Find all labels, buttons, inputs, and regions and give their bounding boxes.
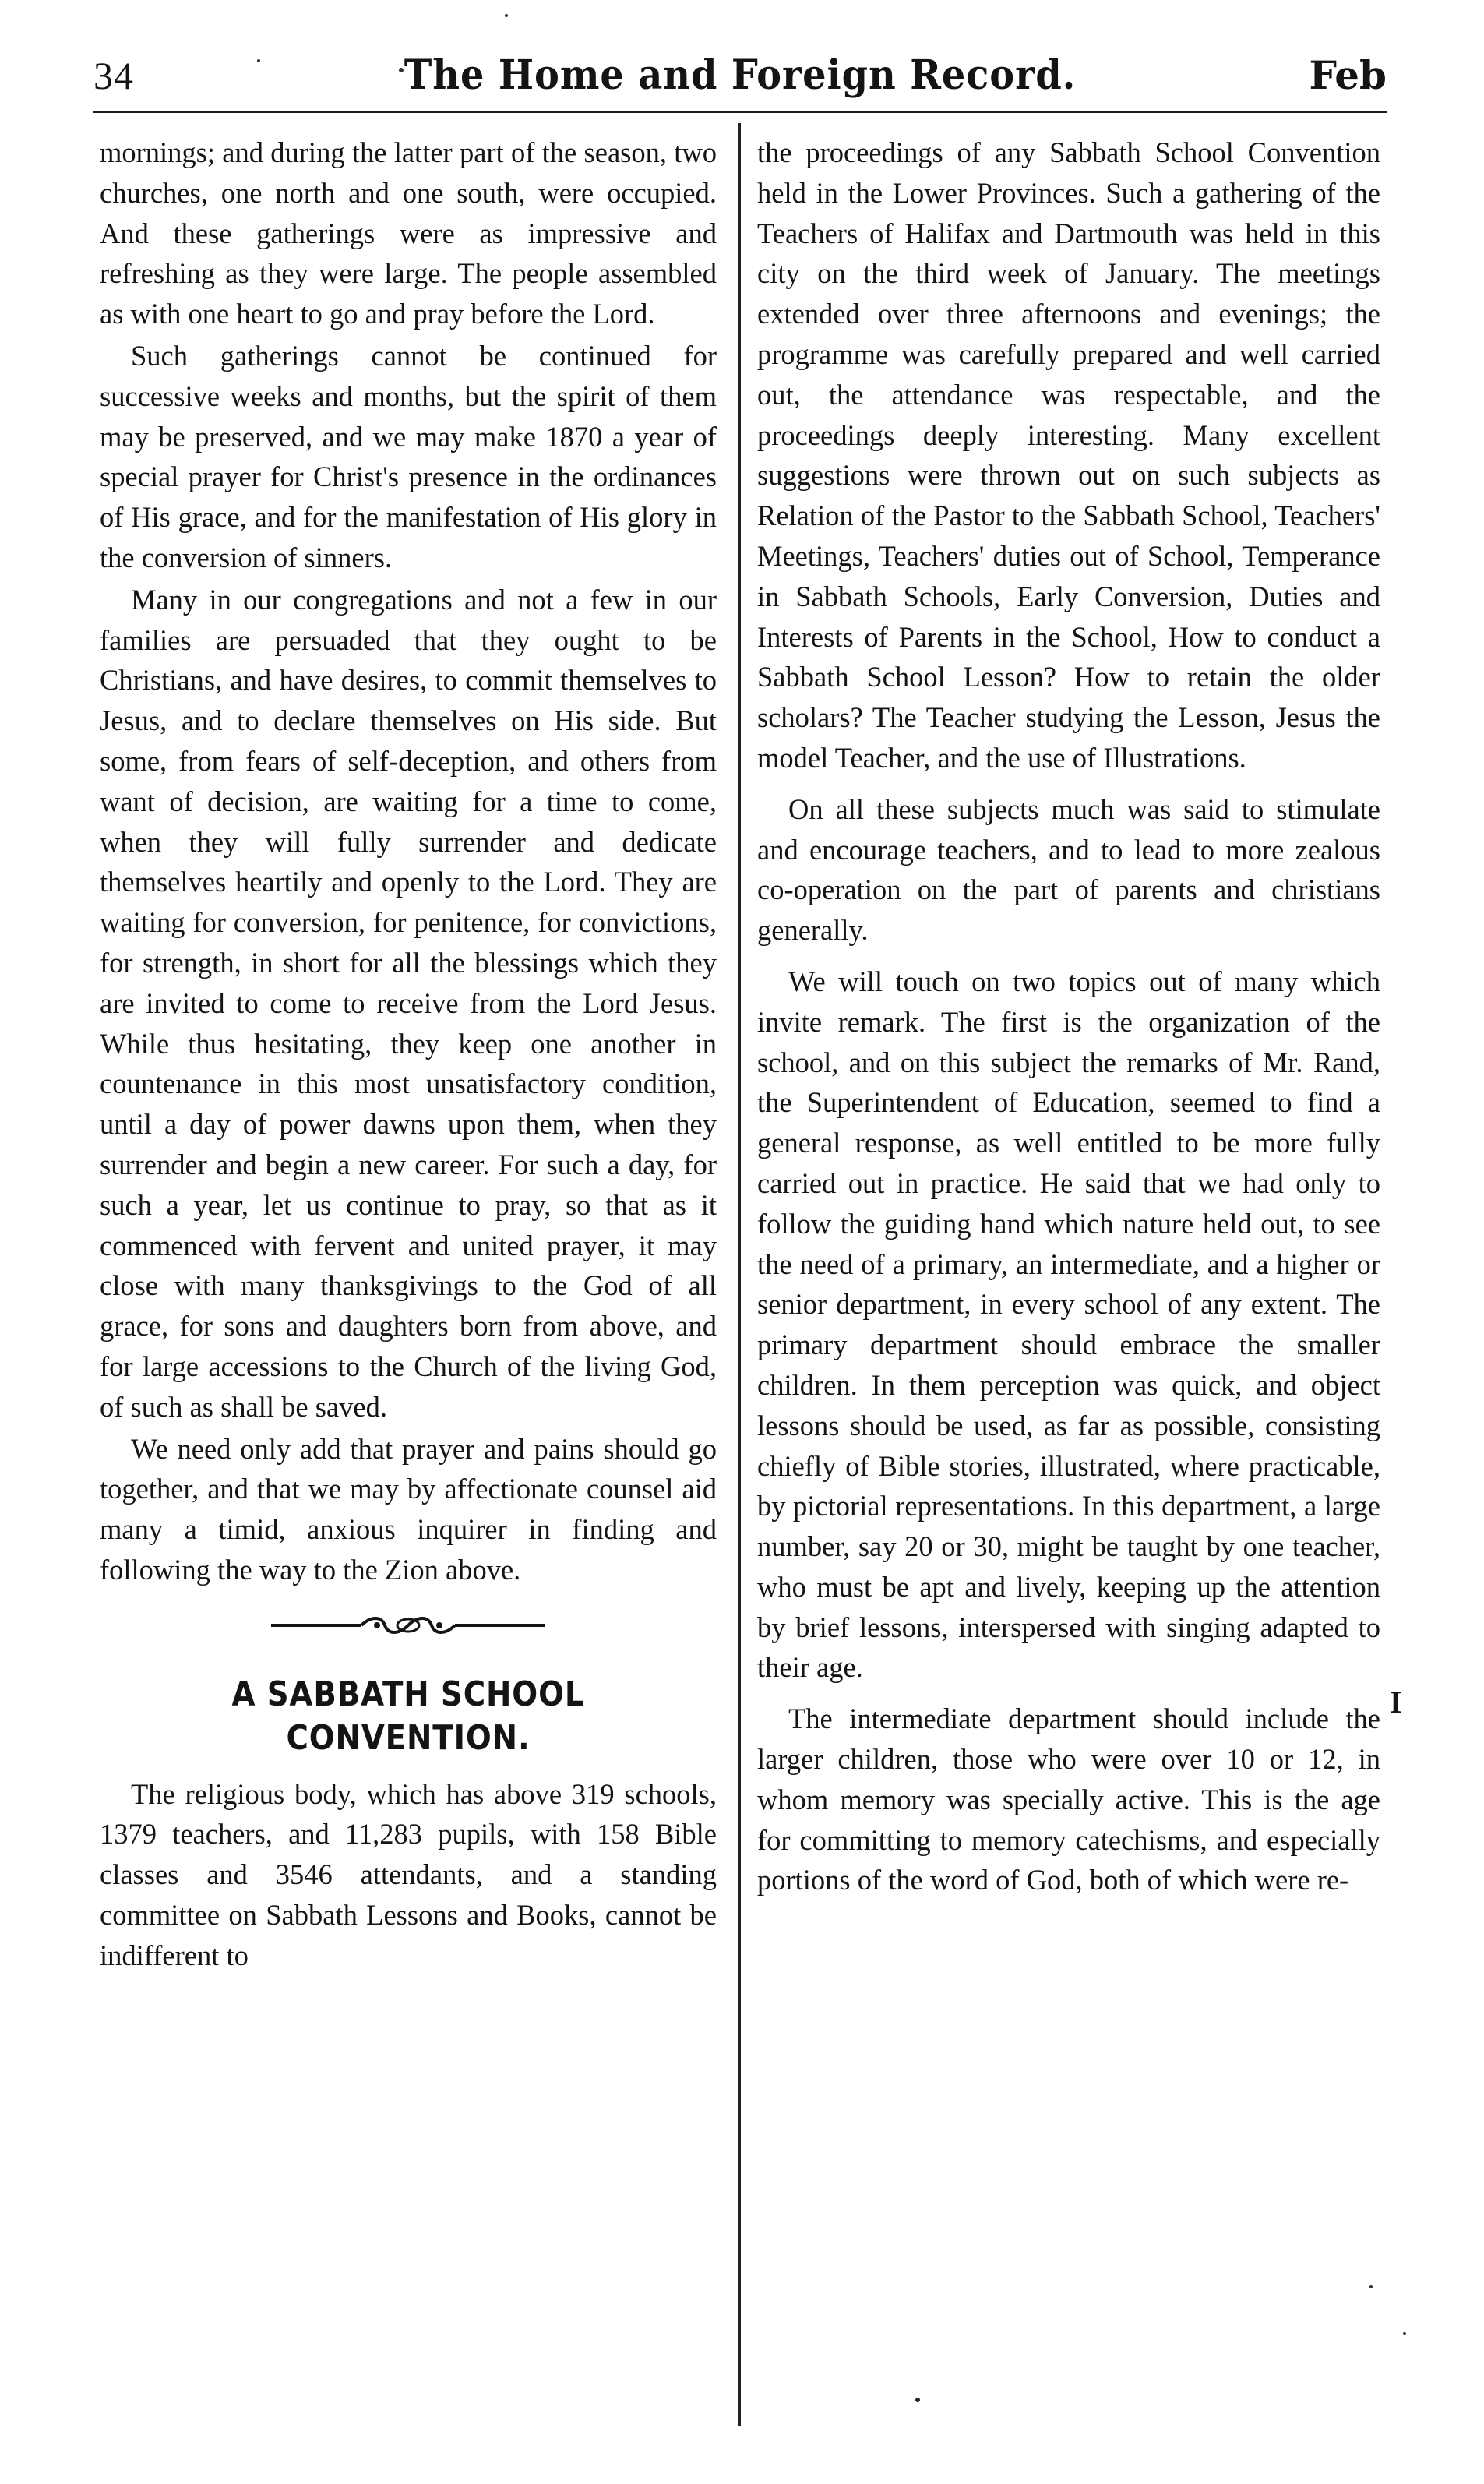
header-rule bbox=[93, 111, 1387, 113]
paragraph: mornings; and during the latter part of the season, two churches, one north and one south, were occupied. And these gatherings were as impressive and refreshing as they were large. The people assembled as with one heart to go and pray before the Lord. bbox=[100, 136, 717, 330]
column-divider bbox=[738, 123, 741, 2426]
paragraph: Such gatherings cannot be continued for successive weeks and months, but the spirit of them may be preserved, and we may make 1870 a year of special prayer for Christ's presence in the ordinances of His grace, and for the manifestation of His glory in the conversion of sinners. bbox=[100, 339, 717, 573]
paragraph: We will touch on two topics out of many which invite remark. The first is the organization of the school, and on this subject the remarks of Mr. Rand, the Superintendent of Education, seemed to find a general response, as well entitled to be more fully carried out in practice. He said that we had only to follow the guiding hand which nature held out, to see the need of a primary, an intermediate, and a higher or senior department, in every school of any extent. The primary department should embrace the smaller children. In them perception was quick, and object lessons should be used, as far as possible, consisting chiefly of Bible stories, illustrated, where practicable, by pictorial representations. In this department, a large number, say 20 or 30, might be taught by one teacher, who must be apt and lively, keeping up the attention by brief lessons, interspersed with singing adapted to their age. bbox=[757, 965, 1380, 1684]
paragraph: the proceedings of any Sabbath School Convention held in the Lower Provinces. Such a gathering of the Teachers of Halifax and Dartmouth was held in this city on the third week of January. The meetings extended over three afternoons and evenings; the programme was carefully prepared and well carried out, the attendance was respectable, and the proceedings deeply interesting. Many excellent suggestions were thrown out on such subjects as Relation of the Pastor to the Sabbath School, Teachers' Meetings, Teachers' duties out of School, Temperance in Sabbath Schools, Early Conversion, Duties and Interests of Parents in the School, How to conduct a Sabbath School Lesson? How to retain the older scholars? The Teacher studying the Lesson, Jesus the model Teacher, and the use of Illustrations. bbox=[757, 136, 1380, 774]
left-column bbox=[100, 132, 717, 1976]
running-title: The Home and Foreign Record. bbox=[404, 51, 1077, 99]
section-heading: A SABBATH SCHOOL CONVENTION. bbox=[231, 1674, 585, 1758]
paragraph: On all these subjects much was said to stimulate and encourage teachers, and to lead to more zealous co-operation on the part of parents and christians generally. bbox=[757, 792, 1380, 947]
scroll-ornament-icon bbox=[268, 1612, 548, 1639]
page-number: 34 bbox=[93, 54, 134, 97]
paragraph: The religious body, which has above 319 schools, 1379 teachers, and 11,283 pupils, with 158 Bible classes and 3546 attendants, and a standing committee on Sabbath Lessons and Books, cannot be indifferent to bbox=[100, 1777, 717, 1971]
paragraph: Many in our congregations and not a few in our families are persuaded that they ought to be Christians, and have desires, to commit themselves to Jesus, and to declare themselves on His side. But some, from fears of self-deception, and others from want of decision, are waiting for a time to come, when they will fully surrender and dedicate themselves heartily and openly to the Lord. They are waiting for conversion, for penitence, for convictions, for strength, in short for all the blessings which they are invited to come to receive from the Lord Jesus. While thus hesitating, they keep one another in countenance in this most unsatisfactory condition, until a day of power dawns upon them, when they surrender and begin a new career. For such a day, for such a year, let us continue to pray, so that as it commenced with fervent and united prayer, it may close with many thanksgivings to the God of all grace, for sons and daughters born from above, and for large accessions to the Church of the living God, of such as shall be saved. bbox=[100, 583, 717, 1423]
right-column bbox=[757, 132, 1380, 1900]
paragraph: The intermediate department should include the larger children, those who were over 10 or 12, in whom memory was specially active. This is the age for committing to memory catechisms, and especially portions of the word of God, both of which were re- bbox=[757, 1702, 1380, 1897]
running-header bbox=[93, 48, 1387, 103]
running-month: Feb bbox=[1309, 52, 1387, 98]
margin-mark: I bbox=[1390, 1685, 1402, 1720]
paragraph: We need only add that prayer and pains should go together, and that we may by affectionate counsel aid many a timid, anxious inquirer in finding and following the way to the Zion above. bbox=[100, 1432, 717, 1586]
